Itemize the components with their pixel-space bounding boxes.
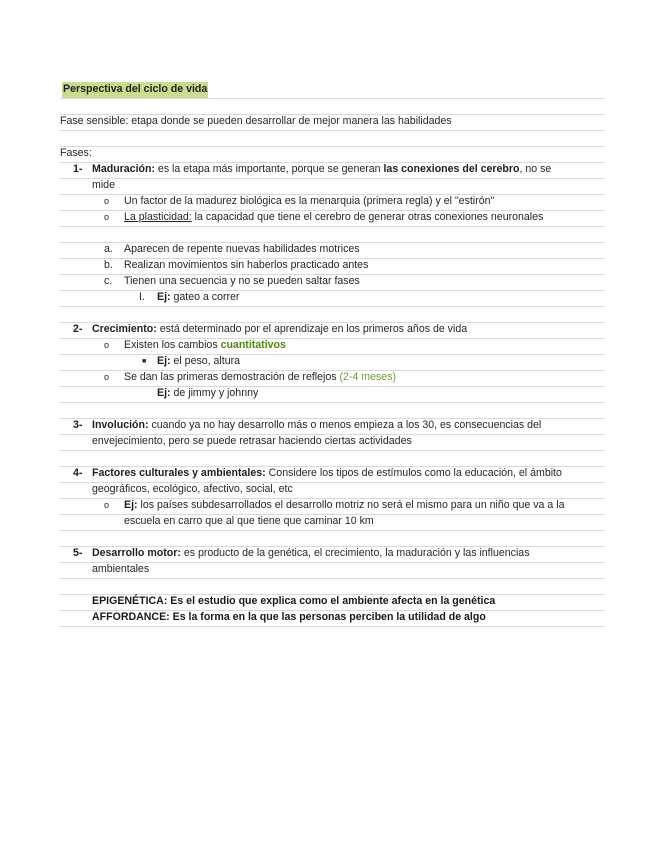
item-number: 1- <box>73 163 83 175</box>
fase-sensible-line <box>60 114 604 131</box>
affordance-definition: AFFORDANCE: Es la forma en la que las personas perciben la utilidad de algo <box>92 611 486 623</box>
item-number: 3- <box>73 419 83 431</box>
list-item-4-cont: geográficos, ecológico, afectivo, social, etc <box>60 482 604 499</box>
list-item-3: 3- Involución: cuando ya no hay desarrollo más o menos empieza a los 30, es consecuencias del <box>60 418 604 435</box>
blank-line <box>60 130 604 147</box>
list-item-1-cont: mide <box>60 178 604 195</box>
blank-line <box>60 226 604 243</box>
affordance-line <box>60 610 604 627</box>
blank-line <box>60 530 604 547</box>
list-item-1 <box>60 162 604 179</box>
item-text: Maduración: es la etapa más importante, porque se generan las conexiones del cerebro, no se <box>92 163 552 175</box>
bullet-item-cont: escuela en carro que al que tiene que caminar 10 km <box>60 514 604 531</box>
bullet-item: o Existen los cambios cuantitativos <box>60 338 604 355</box>
blank-line <box>60 98 604 115</box>
bullet-item: o La plasticidad: la capacidad que tiene el cerebro de generar otras conexiones neuronales <box>60 210 604 227</box>
document-title: Perspectiva del ciclo de vida <box>62 82 208 98</box>
lettered-item: b. Realizan movimientos sin haberlos practicado antes <box>60 258 604 275</box>
bullet-item: o Ej: los países subdesarrollados el desarrollo motriz no será el mismo para un niño que va a la <box>60 498 604 515</box>
item-number: 2- <box>73 323 83 335</box>
sub-bullet-item: ■ Ej: el peso, altura <box>60 354 604 371</box>
list-item-4: 4- Factores culturales y ambientales: Considere los tipos de estímulos como la educación, el ámbito <box>60 466 604 483</box>
lettered-item: c. Tienen una secuencia y no se pueden saltar fases <box>60 274 604 291</box>
list-item-5-cont: ambientales <box>60 562 604 579</box>
circle-bullet-icon: o <box>104 500 110 510</box>
item-term: Maduración: <box>92 163 155 175</box>
example-line: Ej: de jimmy y johnny <box>60 386 604 403</box>
circle-bullet-icon: o <box>104 212 110 222</box>
item-number: 5- <box>73 547 83 559</box>
square-bullet-icon: ■ <box>142 358 147 365</box>
blank-line <box>60 402 604 419</box>
list-item-3-cont: envejecimiento, pero se puede retrasar haciendo ciertas actividades <box>60 434 604 451</box>
circle-bullet-icon: o <box>104 340 110 350</box>
item-number: 4- <box>73 467 83 479</box>
blank-line <box>60 306 604 323</box>
epigenetica-line <box>60 594 604 611</box>
list-item-2: 2- Crecimiento: está determinado por el aprendizaje en los primeros años de vida <box>60 322 604 339</box>
epigenetica-definition: EPIGENÉTICA: Es el estudio que explica como el ambiente afecta en la genética <box>92 595 496 607</box>
fases-label-line <box>60 146 604 163</box>
fase-sensible-text: Fase sensible: etapa donde se pueden desarrollar de mejor manera las habilidades <box>60 115 452 127</box>
bullet-item: o Se dan las primeras demostración de reflejos (2-4 meses) <box>60 370 604 387</box>
bullet-item: o Un factor de la madurez biológica es la menarquia (primera regla) y el "estirón" <box>60 194 604 211</box>
circle-bullet-icon: o <box>104 196 110 206</box>
lettered-item: a. Aparecen de repente nuevas habilidades motrices <box>60 242 604 259</box>
list-item-5: 5- Desarrollo motor: es producto de la genética, el crecimiento, la maduración y las influencias <box>60 546 604 563</box>
document-title-line <box>60 82 604 99</box>
roman-item: I. Ej: gateo a correr <box>60 290 604 307</box>
fases-label: Fases: <box>60 147 92 159</box>
blank-line <box>60 450 604 467</box>
circle-bullet-icon: o <box>104 372 110 382</box>
blank-line <box>60 578 604 595</box>
